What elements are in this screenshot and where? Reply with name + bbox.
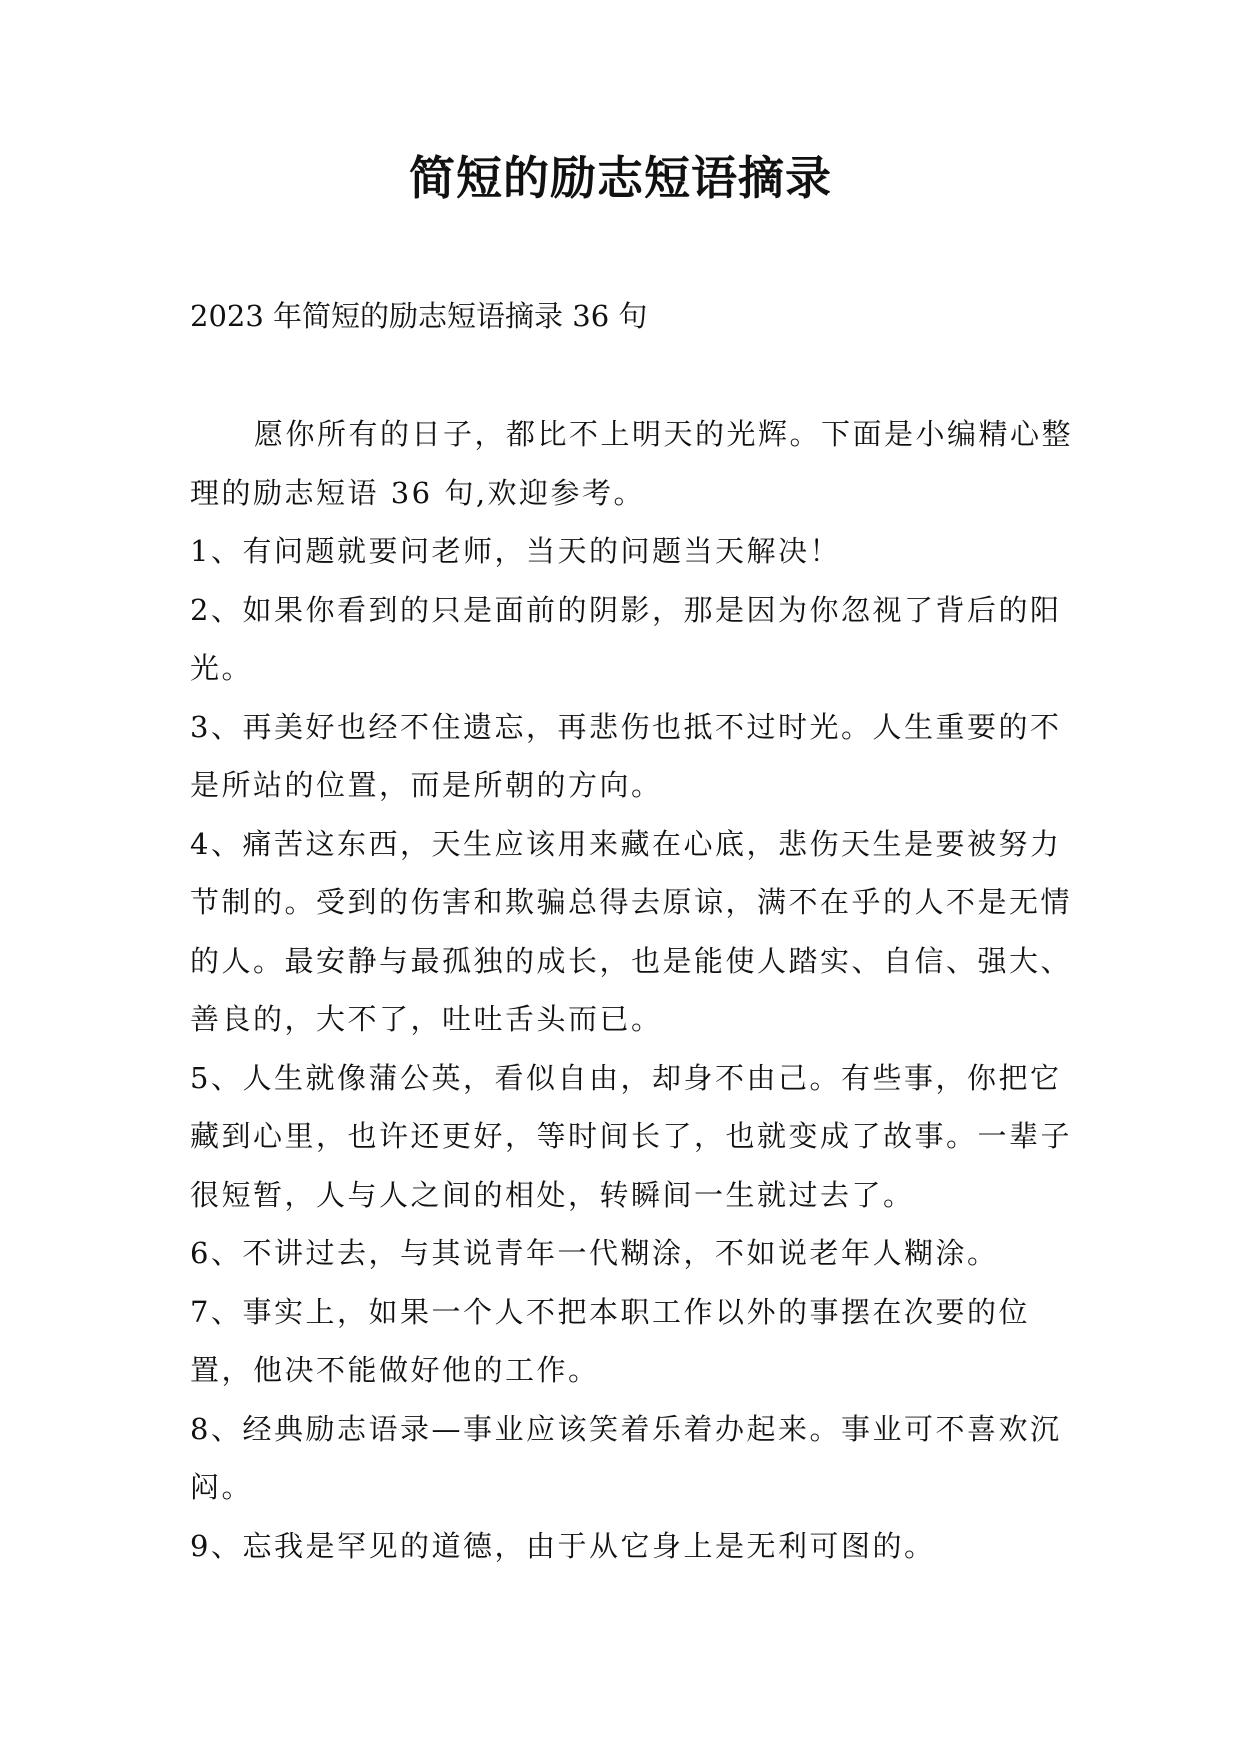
quote-item-9: 9、忘我是罕见的道德，由于从它身上是无利可图的。 — [190, 1528, 936, 1563]
quote-item-2: 2、如果你看到的只是面前的阴影，那是因为你忽视了背后的阳光。 — [190, 592, 1062, 685]
quote-item-3: 3、再美好也经不住遗忘，再悲伤也抵不过时光。人生重要的不是所站的位置，而是所朝的方向。 — [190, 709, 1062, 802]
quote-item-5: 5、人生就像蒲公英，看似自由，却身不由己。有些事，你把它藏到心里，也许还更好，等时间长了，也就变成了故事。一辈子很短暂，人与人之间的相处，转瞬间一生就过去了。 — [190, 1060, 1073, 1212]
intro-paragraph: 愿你所有的日子，都比不上明天的光辉。下面是小编精心整理的励志短语 36 句,欢迎参考。 — [190, 417, 1074, 510]
quote-item-1: 1、有问题就要问老师，当天的问题当天解决！ — [190, 534, 841, 568]
quote-item-6: 6、不讲过去，与其说青年一代糊涂，不如说老年人糊涂。 — [190, 1236, 999, 1270]
quote-item-4: 4、痛苦这东西，天生应该用来藏在心底，悲伤天生是要被努力节制的。受到的伤害和欺骗总得去原谅，满不在乎的人不是无情的人。最安静与最孤独的成长，也是能使人踏实、自信、强大、善良的，大不了，吐吐舌头而已。 — [190, 826, 1073, 1036]
quote-item-7: 7、事实上，如果一个人不把本职工作以外的事摆在次要的位置，他决不能做好他的工作。 — [190, 1294, 1030, 1387]
quote-item-8: 8、经典励志语录—事业应该笑着乐着办起来。事业可不喜欢沉闷。 — [190, 1411, 1062, 1504]
document-body — [190, 405, 1080, 1575]
document-title: 简短的励志短语摘录 — [409, 151, 832, 205]
document-subtitle: 2023 年简短的励志短语摘录 36 句 — [190, 299, 648, 333]
